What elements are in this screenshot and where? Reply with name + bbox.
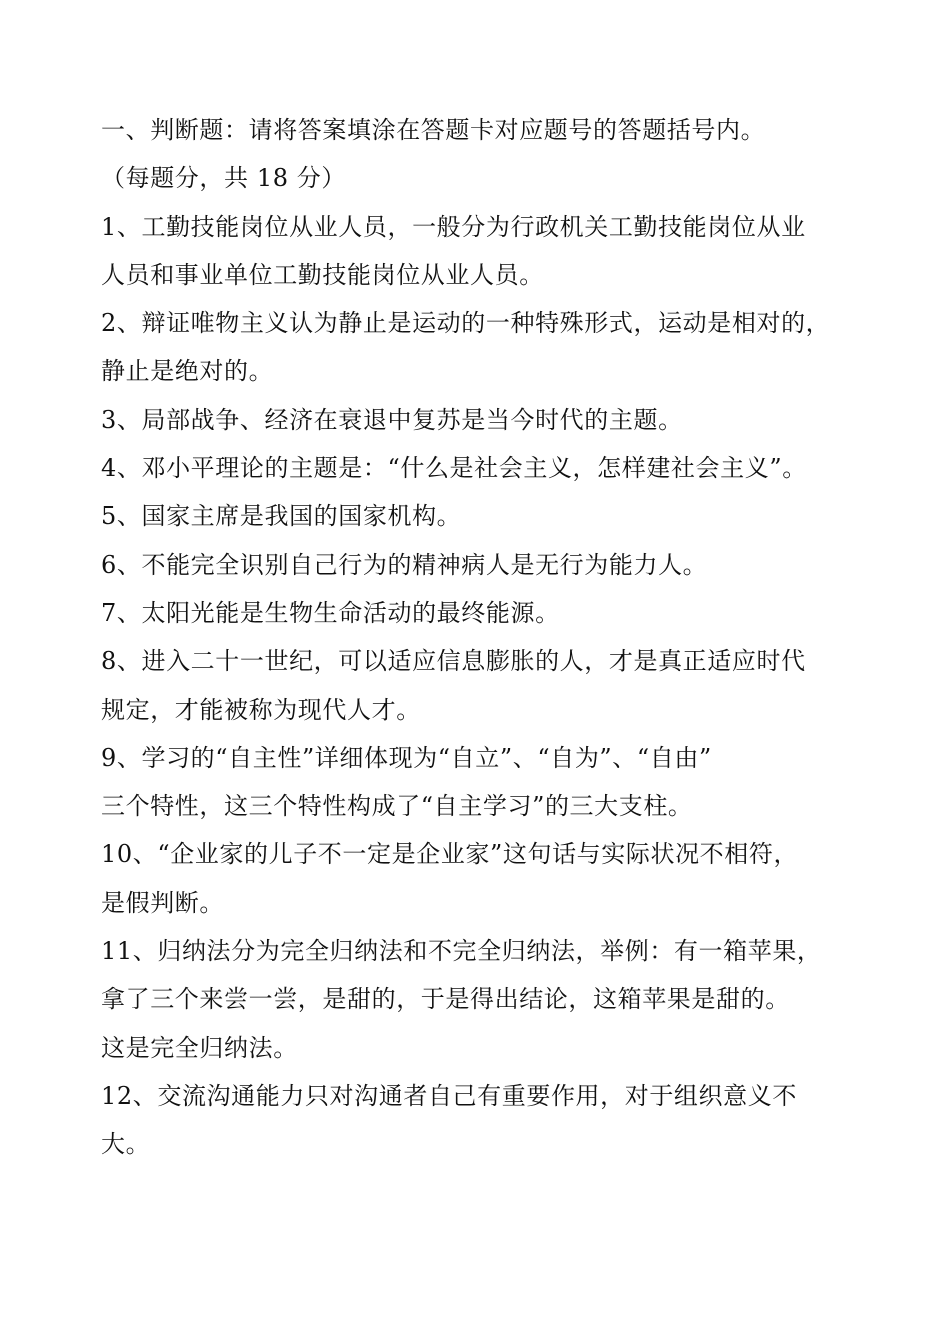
question-text-line: 10、“企业家的儿子不一定是企业家”这句话与实际状况不相符，	[101, 840, 799, 869]
question-text-line: 静止是绝对的。	[101, 357, 274, 386]
question-text-line: 8、进入二十一世纪，可以适应信息膨胀的人，才是真正适应时代	[101, 647, 806, 676]
question-text-line: 3、局部战争、经济在衰退中复苏是当今时代的主题。	[101, 405, 683, 434]
question-text-line: 2、辩证唯物主义认为静止是运动的一种特殊形式，运动是相对的，	[101, 309, 831, 338]
question-12	[101, 1072, 861, 1169]
question-text-line: 大。	[101, 1130, 151, 1159]
document-page	[101, 106, 861, 1169]
question-text-line: 4、邓小平理论的主题是：“什么是社会主义，怎样建社会主义”。	[101, 454, 807, 483]
question-3	[101, 396, 861, 444]
question-text-line: 1、工勤技能岗位从业人员，一般分为行政机关工勤技能岗位从业	[101, 212, 806, 241]
question-text-line: 是假判断。	[101, 888, 224, 917]
question-5	[101, 492, 861, 540]
question-text-line: 7、太阳光能是生物生命活动的最终能源。	[101, 598, 560, 627]
question-text-line: 11、归纳法分为完全归纳法和不完全归纳法，举例：有一箱苹果，	[101, 937, 822, 966]
question-text-line: 拿了三个来尝一尝，是甜的，于是得出结论，这箱苹果是甜的。	[101, 985, 790, 1014]
question-8	[101, 637, 861, 734]
question-text-line: 9、学习的“自主性”详细体现为“自立”、“自为”、“自由”	[101, 743, 712, 772]
question-text-line: 规定，才能被称为现代人才。	[101, 695, 421, 724]
section-heading: 一、判断题：请将答案填涂在答题卡对应题号的答题括号内。	[101, 116, 766, 144]
question-9	[101, 734, 861, 831]
question-7	[101, 589, 861, 637]
question-2	[101, 299, 861, 396]
question-text-line: 三个特性，这三个特性构成了“自主学习”的三大支柱。	[101, 792, 693, 821]
question-text-line: 6、不能完全识别自己行为的精神病人是无行为能力人。	[101, 550, 708, 579]
section-scoring: （每题分，共 18 分）	[101, 164, 346, 193]
question-text-line: 这是完全归纳法。	[101, 1033, 298, 1062]
question-4	[101, 444, 861, 492]
question-6	[101, 541, 861, 589]
question-10	[101, 830, 861, 927]
question-text-line: 12、交流沟通能力只对沟通者自己有重要作用，对于组织意义不	[101, 1081, 797, 1110]
question-1	[101, 203, 861, 300]
question-11	[101, 927, 861, 1072]
question-text-line: 人员和事业单位工勤技能岗位从业人员。	[101, 260, 544, 289]
question-text-line: 5、国家主席是我国的国家机构。	[101, 502, 462, 531]
